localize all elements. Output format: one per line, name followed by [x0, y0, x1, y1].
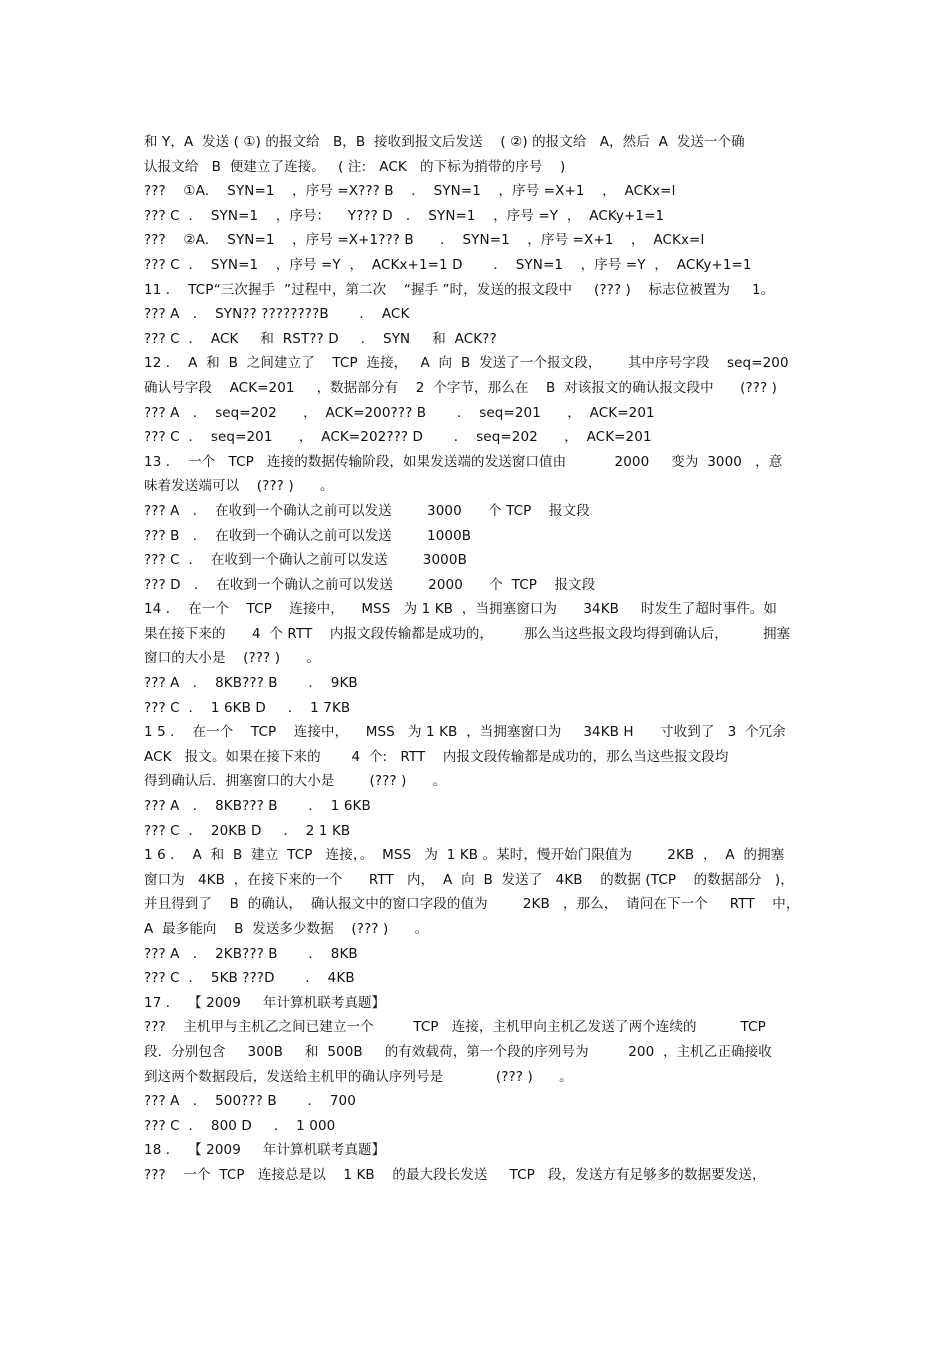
text-line: ??? ②A． SYN=1 ，序号 =X+1??? B ． SYN=1 ，序号 =X+1 ， ACKx=l: [144, 232, 705, 249]
text-line: 到这两个数据段后，发送给主机甲的确认序列号是 (??? ) 。: [144, 1068, 573, 1085]
text-line: ??? A ． 2KB??? B ． 8KB: [144, 945, 358, 962]
text-line: ??? C ． 1 6KB D ． 1 7KB: [144, 699, 351, 716]
text-line: ACK 报文。如果在接下来的 4 个: RTT 内报文段传输都是成功的，那么当这些报文段均: [144, 748, 729, 765]
text-line: ??? 一个 TCP 连接总是以 1 KB 的最大段长发送 TCP 段，发送方有足够多的数据要发送，: [144, 1166, 766, 1183]
text-line: 认报文给 B 便建立了连接。 ( 注: ACK 的下标为捎带的序号 ): [144, 158, 566, 175]
text-line: ??? A ． 500??? B ． 700: [144, 1093, 356, 1110]
text-line: 18 ． 【 2009 年计算机联考真题】: [144, 1142, 386, 1159]
text-line: ??? D ． 在收到一个确认之前可以发送 2000 个 TCP 报文段: [144, 576, 596, 593]
text-line: 果在接下来的 4 个 RTT 内报文段传输都是成功的， 那么当这些报文段均得到确认后， 拥塞: [144, 625, 791, 642]
text-line: 和 Y，A 发送 ( ①) 的报文给 B，B 接收到报文后发送 ( ②) 的报文给 A，然后 A 发送一个确: [144, 134, 745, 150]
text-line: ??? A ． 8KB??? B ． 1 6KB: [144, 798, 371, 815]
text-line: ??? 主机甲与主机乙之间已建立一个 TCP 连接，主机甲向主机乙发送了两个连续的 TCP: [144, 1019, 766, 1036]
text-line: 11 ． TCP“三次握手 ”过程中，第二次 “握手 ”时，发送的报文段中 (??? ) 标志位被置为 1。: [144, 281, 775, 298]
text-line: 味着发送端可以 (??? ) 。: [144, 478, 334, 495]
text-line: 确认号字段 ACK=201 ，数据部分有 2 个字节，那么在 B 对该报文的确认报文段中 (??? ): [144, 379, 777, 396]
text-line: 段．分别包含 300B 和 500B 的有效载荷，第一个段的序列号为 200 ，主机乙正确接收: [144, 1043, 772, 1060]
document-page: [144, 130, 814, 1188]
text-line: 1 5 ． 在一个 TCP 连接中， MSS 为 1 KB ，当拥塞窗口为 34KB H 寸收到了 3 个冗余: [144, 724, 786, 741]
text-line: 并且得到了 B 的确认， 确认报文中的窗口字段的值为 2KB ，那么， 请问在下一个 RTT 中，: [144, 896, 800, 913]
text-line: ??? C ． 在收到一个确认之前可以发送 3000B: [144, 552, 467, 569]
text-line: 1 6 ． A 和 B 建立 TCP 连接，。 MSS 为 1 KB 。某时，慢开始门限值为 2KB ， A 的拥塞: [144, 847, 785, 864]
text-line: 12 ． A 和 B 之间建立了 TCP 连接， A 向 B 发送了一个报文段， 其中序号字段 seq=200: [144, 355, 789, 372]
text-line: ??? ①A． SYN=1 ，序号 =X??? B ． SYN=1 ，序号 =X+1 ， ACKx=l: [144, 183, 676, 200]
text-line: ??? C ． ACK 和 RST?? D ． SYN 和 ACK??: [144, 330, 497, 347]
text-line: 17 ． 【 2009 年计算机联考真题】: [144, 994, 386, 1011]
text-line: ??? C ． 5KB ???D ． 4KB: [144, 970, 355, 987]
text-line: 13 ． 一个 TCP 连接的数据传输阶段，如果发送端的发送窗口值由 2000 变为 3000 ，意: [144, 453, 783, 470]
text-line: ??? B ． 在收到一个确认之前可以发送 1000B: [144, 527, 472, 544]
text-line: 14 ． 在一个 TCP 连接中， MSS 为 1 KB ，当拥塞窗口为 34KB 时发生了超时事件。如: [144, 601, 777, 618]
text-line: 窗口的大小是 (??? ) 。: [144, 650, 321, 667]
text-line: 窗口为 4KB ，在接下来的一个 RTT 内， A 向 B 发送了 4KB 的数据 (TCP 的数据部分 )，: [144, 871, 794, 888]
text-line: ??? C ． 800 D ． 1 000: [144, 1117, 336, 1134]
text-line: 得到确认后．拥塞窗口的大小是 (??? ) 。: [144, 773, 447, 790]
text-line: ??? A ． 在收到一个确认之前可以发送 3000 个 TCP 报文段: [144, 502, 590, 519]
text-line: ??? A ． 8KB??? B ． 9KB: [144, 675, 358, 692]
text-line: A 最多能向 B 发送多少数据 (??? ) 。: [144, 921, 429, 937]
text-line: ??? A ． SYN?? ????????B ． ACK: [144, 306, 410, 323]
text-line: ??? C ． SYN=1 ，序号 =Y ， ACKx+1=1 D ． SYN=1 ，序号 =Y ， ACKy+1=1: [144, 256, 752, 273]
text-line: ??? C ． 20KB D ． 2 1 KB: [144, 822, 351, 839]
text-line: ??? C ． seq=201 ， ACK=202??? D ． seq=202 ， ACK=201: [144, 429, 652, 446]
text-line: ??? A ． seq=202 ， ACK=200??? B ． seq=201 ， ACK=201: [144, 404, 655, 421]
text-line: ??? C ． SYN=1 ，序号： Y??? D ． SYN=1 ，序号 =Y ， ACKy+1=1: [144, 207, 665, 224]
